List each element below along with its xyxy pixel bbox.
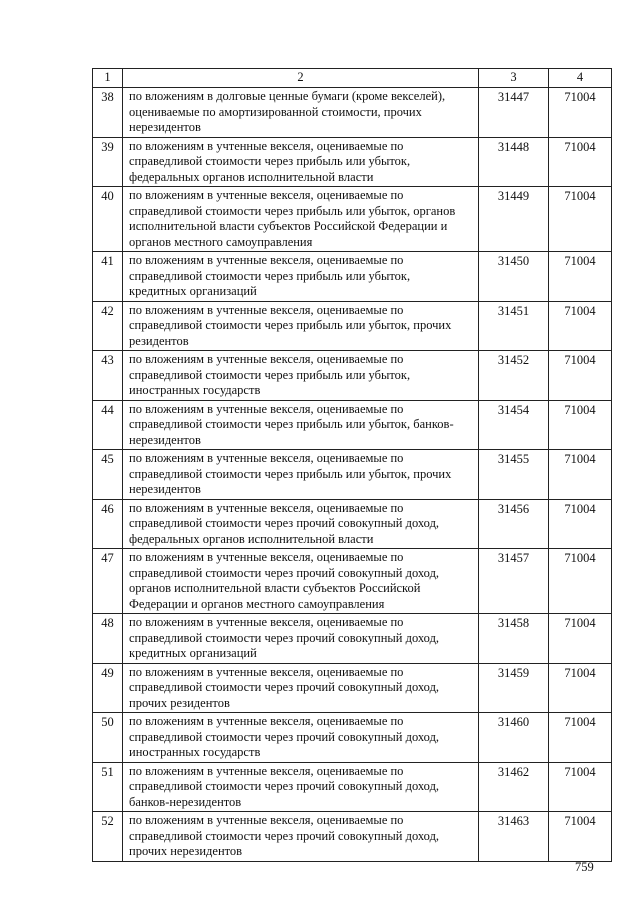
row-description xyxy=(123,301,479,351)
row-number: 46 xyxy=(93,499,123,549)
description-line: нерезидентов xyxy=(129,120,201,134)
description-line: по вложениям в долговые ценные бумаги (кроме векселей), xyxy=(129,89,446,103)
description-line: по вложениям в учтенные векселя, оцениваемые по xyxy=(129,302,404,317)
row-symbol: 71004 xyxy=(549,713,612,763)
table-body xyxy=(93,88,612,862)
row-symbol: 71004 xyxy=(549,137,612,187)
row-number: 41 xyxy=(93,252,123,302)
table-row xyxy=(93,549,612,614)
row-number: 39 xyxy=(93,137,123,187)
row-symbol: 71004 xyxy=(549,663,612,713)
description-line: справедливой стоимости через прибыль или убыток, прочих xyxy=(129,466,452,481)
table-row xyxy=(93,351,612,401)
description-line: справедливой стоимости через прибыль или убыток, банков- xyxy=(129,417,454,431)
row-number: 42 xyxy=(93,301,123,351)
header-col-1: 1 xyxy=(93,69,123,88)
header-row xyxy=(93,69,612,88)
row-account-number: 31459 xyxy=(479,663,549,713)
row-symbol: 71004 xyxy=(549,351,612,401)
table-row xyxy=(93,400,612,450)
row-number: 51 xyxy=(93,762,123,812)
description-line: справедливой стоимости через прочий совокупный доход, xyxy=(129,680,440,694)
row-account-number: 31462 xyxy=(479,762,549,812)
description-line: кредитных организаций xyxy=(129,646,257,660)
row-description xyxy=(123,137,479,187)
description-line: нерезидентов xyxy=(129,432,201,447)
description-line: справедливой стоимости через прибыль или убыток, органов xyxy=(129,203,456,218)
row-description xyxy=(123,187,479,252)
table-header xyxy=(93,69,612,88)
row-number: 49 xyxy=(93,663,123,713)
row-account-number: 31457 xyxy=(479,549,549,614)
description-line: исполнительной власти субъектов Российской Федерации и xyxy=(129,219,448,233)
description-line: по вложениям в учтенные векселя, оцениваемые по xyxy=(129,813,404,827)
description-line: кредитных организаций xyxy=(129,284,257,298)
row-account-number: 31449 xyxy=(479,187,549,252)
row-description xyxy=(123,713,479,763)
description-line: иностранных государств xyxy=(129,745,261,759)
description-line: справедливой стоимости через прочий совокупный доход, xyxy=(129,565,440,580)
row-description xyxy=(123,252,479,302)
description-line: по вложениям в учтенные векселя, оцениваемые по xyxy=(129,615,404,629)
description-line: справедливой стоимости через прибыль или убыток, xyxy=(129,367,411,382)
description-line: оцениваемые по амортизированной стоимости, прочих xyxy=(129,104,422,119)
row-account-number: 31460 xyxy=(479,713,549,763)
row-symbol: 71004 xyxy=(549,88,612,138)
table-row xyxy=(93,88,612,138)
description-line: иностранных государств xyxy=(129,383,261,397)
header-col-3: 3 xyxy=(479,69,549,88)
row-account-number: 31450 xyxy=(479,252,549,302)
row-description xyxy=(123,450,479,500)
row-description xyxy=(123,549,479,614)
description-line: по вложениям в учтенные векселя, оцениваемые по xyxy=(129,401,404,416)
description-line: Федерации и органов местного самоуправления xyxy=(129,596,385,611)
row-number: 38 xyxy=(93,88,123,138)
row-symbol: 71004 xyxy=(549,614,612,664)
row-account-number: 31458 xyxy=(479,614,549,664)
row-symbol: 71004 xyxy=(549,301,612,351)
row-account-number: 31447 xyxy=(479,88,549,138)
row-account-number: 31456 xyxy=(479,499,549,549)
description-line: банков-нерезидентов xyxy=(129,794,242,809)
row-number: 43 xyxy=(93,351,123,401)
description-line: справедливой стоимости через прибыль или убыток, xyxy=(129,154,411,168)
row-symbol: 71004 xyxy=(549,252,612,302)
description-line: по вложениям в учтенные векселя, оцениваемые по xyxy=(129,500,404,515)
description-line: справедливой стоимости через прочий совокупный доход, xyxy=(129,779,440,793)
description-line: по вложениям в учтенные векселя, оцениваемые по xyxy=(129,664,404,679)
row-number: 48 xyxy=(93,614,123,664)
description-line: по вложениям в учтенные векселя, оцениваемые по xyxy=(129,253,404,267)
row-symbol: 71004 xyxy=(549,400,612,450)
description-line: по вложениям в учтенные векселя, оцениваемые по xyxy=(129,763,404,778)
row-description xyxy=(123,812,479,862)
table-row xyxy=(93,450,612,500)
row-description xyxy=(123,663,479,713)
description-line: по вложениям в учтенные векселя, оцениваемые по xyxy=(129,138,404,153)
row-symbol: 71004 xyxy=(549,812,612,862)
description-line: справедливой стоимости через прибыль или убыток, прочих xyxy=(129,318,452,332)
accounts-table xyxy=(92,68,612,862)
table-row xyxy=(93,499,612,549)
description-line: справедливой стоимости через прибыль или убыток, xyxy=(129,268,411,283)
row-number: 45 xyxy=(93,450,123,500)
table-row xyxy=(93,301,612,351)
description-line: по вложениям в учтенные векселя, оцениваемые по xyxy=(129,714,404,728)
row-number: 40 xyxy=(93,187,123,252)
row-description xyxy=(123,88,479,138)
row-symbol: 71004 xyxy=(549,549,612,614)
table-row xyxy=(93,252,612,302)
row-account-number: 31455 xyxy=(479,450,549,500)
description-line: по вложениям в учтенные векселя, оцениваемые по xyxy=(129,550,404,564)
description-line: по вложениям в учтенные векселя, оцениваемые по xyxy=(129,352,404,366)
table-row xyxy=(93,713,612,763)
row-symbol: 71004 xyxy=(549,187,612,252)
description-line: справедливой стоимости через прочий совокупный доход, xyxy=(129,630,440,645)
description-line: справедливой стоимости через прочий совокупный доход, xyxy=(129,729,440,744)
description-line: справедливой стоимости через прочий совокупный доход, xyxy=(129,828,440,843)
table-row xyxy=(93,614,612,664)
row-symbol: 71004 xyxy=(549,450,612,500)
row-number: 50 xyxy=(93,713,123,763)
row-account-number: 31451 xyxy=(479,301,549,351)
description-line: органов местного самоуправления xyxy=(129,234,313,249)
header-col-2: 2 xyxy=(123,69,479,88)
row-account-number: 31452 xyxy=(479,351,549,401)
row-number: 52 xyxy=(93,812,123,862)
row-symbol: 71004 xyxy=(549,499,612,549)
header-col-4: 4 xyxy=(549,69,612,88)
description-line: прочих нерезидентов xyxy=(129,844,243,858)
row-description xyxy=(123,614,479,664)
row-description xyxy=(123,762,479,812)
page-number: 759 xyxy=(575,860,594,874)
description-line: справедливой стоимости через прочий совокупный доход, xyxy=(129,516,440,530)
table-row xyxy=(93,812,612,862)
row-account-number: 31454 xyxy=(479,400,549,450)
table-row xyxy=(93,663,612,713)
row-account-number: 31448 xyxy=(479,137,549,187)
description-line: нерезидентов xyxy=(129,482,201,496)
description-line: по вложениям в учтенные векселя, оцениваемые по xyxy=(129,188,404,202)
description-line: прочих резидентов xyxy=(129,695,230,710)
description-line: органов исполнительной власти субъектов Российской xyxy=(129,581,421,595)
row-account-number: 31463 xyxy=(479,812,549,862)
row-description xyxy=(123,499,479,549)
description-line: по вложениям в учтенные векселя, оцениваемые по xyxy=(129,451,404,465)
row-description xyxy=(123,400,479,450)
table-row xyxy=(93,137,612,187)
row-number: 44 xyxy=(93,400,123,450)
description-line: резидентов xyxy=(129,333,189,348)
row-number: 47 xyxy=(93,549,123,614)
table-row xyxy=(93,762,612,812)
description-line: федеральных органов исполнительной власти xyxy=(129,531,374,546)
table-row xyxy=(93,187,612,252)
row-symbol: 71004 xyxy=(549,762,612,812)
description-line: федеральных органов исполнительной власти xyxy=(129,169,374,184)
row-description xyxy=(123,351,479,401)
